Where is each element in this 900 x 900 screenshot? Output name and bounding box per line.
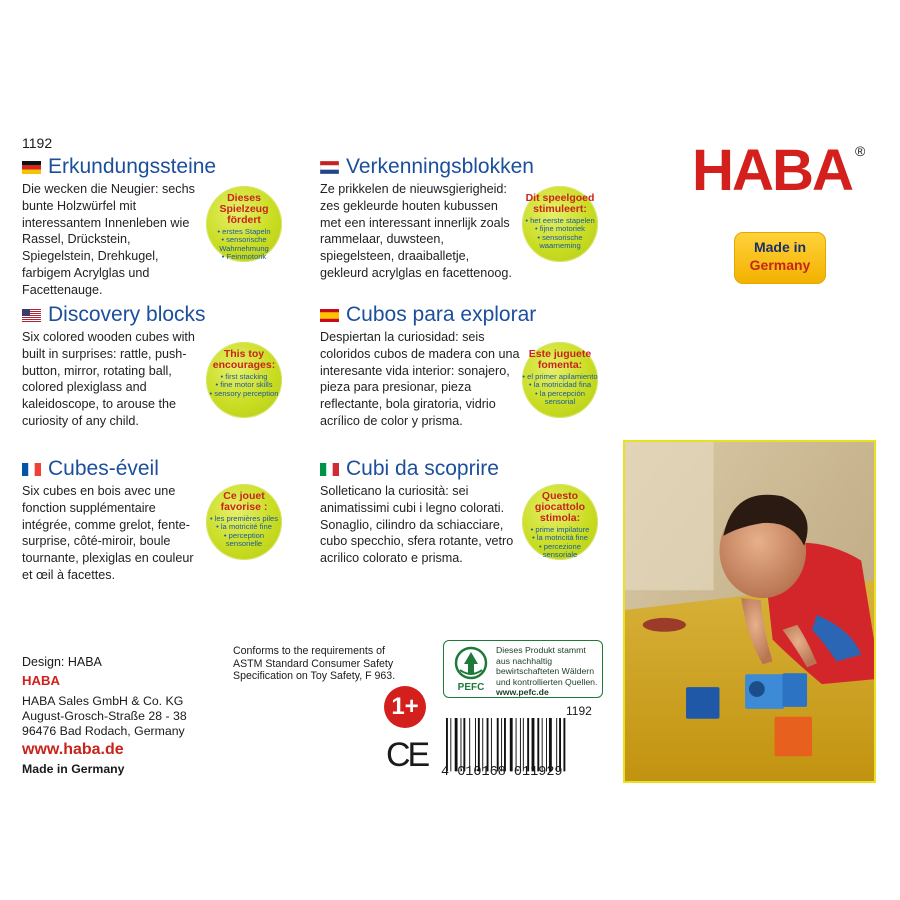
barcode-bar [537,718,539,771]
section-title: Erkundungssteine [48,155,217,178]
development-badge-en: This toy encourages: • first stacking • fine motor skills • sensory perception [206,342,282,418]
barcode-bar [516,718,517,771]
svg-text:PEFC: PEFC [457,682,485,693]
barcode-bar [482,718,483,771]
made-in-germany-badge: Made in Germany [734,232,826,284]
barcode-number: 4 010168 011929 [441,765,563,780]
barcode-bar [455,718,458,771]
barcode-bar [463,718,465,771]
pefc-certification-box [443,640,603,698]
company-name: HABA Sales GmbH & Co. KG [22,694,184,708]
development-badge-it: Questo giocattolo stimola: • prime impilature • la motricità fine • percezione sensoriale [522,484,598,560]
section-text: Die wecken die Neugier: sechs bunte Holzwürfel mit interessantem Innenleben wie Rassel, Drückstein, Spiegelstein, Drehkugel, farbigem Acrylglas und Facettenauge. [22,182,195,297]
usa-flag-icon [22,309,41,322]
pefc-url[interactable]: www.pefc.de [496,687,549,698]
registered-mark: ® [855,143,866,159]
barcode-bar [520,718,521,771]
website-link[interactable]: www.haba.de [22,741,124,758]
barcode-bar [487,718,489,771]
section-title: Cubos para explorar [346,303,537,326]
barcode-bar [446,718,448,771]
development-badge-nl: Dit speelgoed stimuleert: • het eerste stapelen • fijne motoriek • sensorische waarneming [522,186,598,262]
haba-logo [690,138,870,200]
barcode-bar [556,718,557,771]
barcode-bar [546,718,547,771]
barcode-bar [491,718,492,771]
barcode-bar [563,718,565,771]
child-playing-with-blocks-photo [623,440,876,783]
barcode-bar [461,718,462,771]
ce-mark-icon: CE [386,736,428,774]
spain-flag-icon [320,309,339,322]
barcode-bar [532,718,535,771]
development-badge-es: Este juguete fomenta: • el primer apilamiento • la motricidad fina • la percepción sensorial [522,342,598,418]
barcode-bar [478,718,480,771]
section-title: Cubes-éveil [48,457,159,480]
development-badge-de: Dieses Spielzeug fördert • erstes Stapeln • sensorische Wahrnehmung • Feinmotorik [206,186,282,262]
haba-logo-text: HABA [692,138,854,200]
section-title: Cubi da scoprire [346,457,499,480]
section-title: Verkenningsblokken [346,155,534,178]
made-in-germany-text: Made in Germany [22,762,125,776]
article-number-bottom: 1192 [566,704,592,718]
section-text: Ze prikkelen de nieuwsgierigheid: zes gekleurde houten kubussen met een interessant innerlijk zoals rammelaar, duwsteen, spiegelsteen, draaiballetje, gekleurd acrylglas en facettenoog. [320,182,512,280]
barcode-bar [497,718,499,771]
italy-flag-icon [320,463,339,476]
development-badge-fr: Ce jouet favorise : • les premières piles • la motricité fine • perception sensorielle [206,484,282,560]
barcode-bar [510,718,513,771]
france-flag-icon [22,463,41,476]
barcode-bar [504,718,506,771]
company-street: August-Grosch-Straße 28 - 38 [22,709,187,723]
section-text: Six colored wooden cubes with built in surprises: rattle, push-button, mirror, rotating ball, colored plexiglass and kaleidoscope, to arouse the curiosity of any child. [22,330,195,428]
section-title: Discovery blocks [48,303,206,326]
section-text: Six cubes en bois avec une fonction supplémentaire intégrée, comme grelot, fente-surprise, côté-miroir, boule tournante, plexiglas en couleur et œil à facettes. [22,484,194,582]
barcode-bar [527,718,529,771]
germany-flag-icon [22,161,41,174]
barcode-bar [501,718,502,771]
safety-conformance-text: Conforms to the requirements of ASTM Standard Consumer Safety Specification on Toy Safety, F 963. [233,645,396,683]
barcode-bar [450,718,451,771]
barcode-bar [542,718,543,771]
svg-text:HABA: HABA [22,673,61,686]
barcode-bar [475,718,476,771]
section-text: Solleticano la curiosità: sei animatissimi cubi i legno colorati. Sonaglio, cilindro da schiacciare, cubo specchio, sfera rotante, vetro acrilico colorato e prisma. [320,484,514,566]
haba-small-logo [22,673,62,686]
company-address [22,694,187,739]
age-rating-badge: 1+ [384,686,426,728]
barcode-bar [559,718,561,771]
barcode-bar [549,718,552,771]
netherlands-flag-icon [320,161,339,174]
article-number: 1192 [22,135,53,151]
section-text: Despiertan la curiosidad: seis coloridos cubos de madera con una interesante vida interior: sonajero, pieza para presionar, pieza reflectante, bola giratoria, vidrio acrílico de color y prisma. [320,330,520,428]
design-credit: Design: HABA [22,655,102,669]
barcode-bar [469,718,470,771]
pefc-statement: Dieses Produkt stammt aus nachhaltig bewirtschafteten Wäldern und kontrollierten Quellen. [496,645,598,687]
barcode-bar [523,718,524,771]
company-city: 96476 Bad Rodach, Germany [22,724,185,738]
pefc-tree-icon [450,646,492,694]
